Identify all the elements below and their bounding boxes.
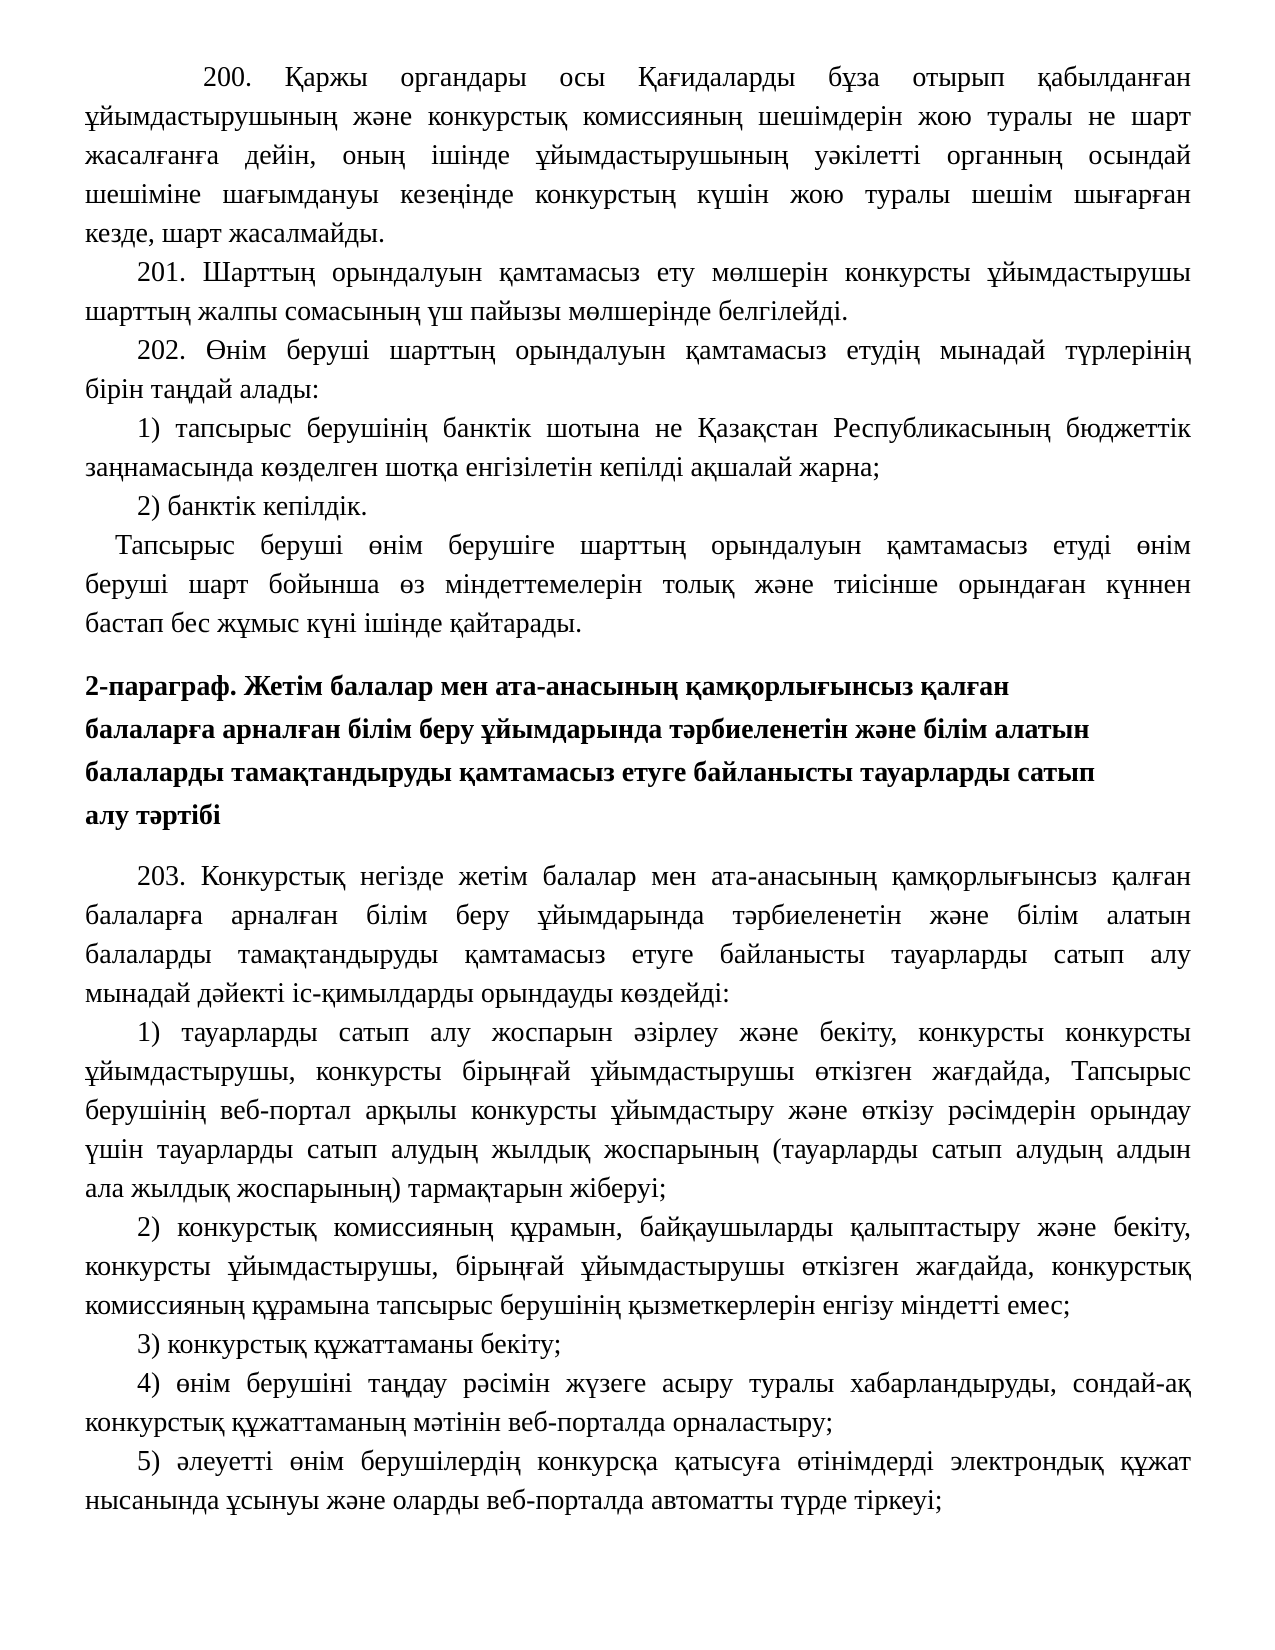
text-line: 3) конкурстық құжаттаманы бекіту; [137, 1329, 562, 1360]
paragraph-202 [85, 331, 1191, 409]
text-line: комиссияның құрамына тапсырыс берушінің қызметкерлерін енгізу міндетті емес; [85, 1290, 1071, 1321]
list-item-203-2 [85, 1208, 1191, 1325]
list-item-203-3 [85, 1325, 1191, 1364]
heading-line: 2-параграф. Жетім балалар мен ата-анасының қамқорлығынсыз қалған [85, 671, 1010, 702]
text-line: 202. Өнім беруші шарттың орындалуын қамтамасыз етудің мынадай түрлерінің [137, 335, 1191, 366]
text-line: 5) әлеуетті өнім берушілердің конкурсқа қатысуға өтінімдерді электрондық құжат [137, 1446, 1191, 1477]
text-line: балаларды тамақтандыруды қамтамасыз етуге байланысты тауарларды сатып алу [85, 939, 1191, 970]
list-item-202-2 [85, 487, 1191, 526]
text-line: 201. Шарттың орындалуын қамтамасыз ету мөлшерін конкурсты ұйымдастырушы [137, 257, 1191, 288]
paragraph-202-return-clause [85, 526, 1191, 643]
heading-line: балаларға арналған білім беру ұйымдарында тәрбиеленетін және білім алатын [85, 714, 1090, 745]
list-item-203-5 [85, 1442, 1191, 1520]
text-line: 1) тапсырыс берушінің банктік шотына не Қазақстан Республикасының бюджеттік [137, 413, 1191, 444]
text-line: шарттың жалпы сомасының үш пайызы мөлшерінде белгілейді. [85, 296, 849, 327]
text-line: ала жылдық жоспарының) тармақтарын жіберуі; [85, 1173, 667, 1204]
text-line: ұйымдастырушының және конкурстық комиссияның шешімдерін жою туралы не шарт [85, 101, 1191, 132]
text-line: 2) конкурстық комиссияның құрамын, байқаушыларды қалыптастыру және бекіту, [137, 1212, 1191, 1243]
text-line: кезде, шарт жасалмайды. [85, 218, 385, 249]
text-line: берушінің веб-портал арқылы конкурсты ұйымдастыру және өткізу рәсімдерін орындау [85, 1095, 1191, 1126]
text-line: балаларға арналған білім беру ұйымдарында тәрбиеленетін және білім алатын [85, 900, 1191, 931]
heading-line: алу тәртібі [85, 800, 221, 831]
text-line: жасалғанға дейін, оның ішінде ұйымдастырушының уәкілетті органның осындай [85, 140, 1191, 171]
list-item-202-1 [85, 409, 1191, 487]
document-content [85, 58, 1191, 1520]
list-item-203-4 [85, 1364, 1191, 1442]
heading-line: балаларды тамақтандыруды қамтамасыз етуге байланысты тауарларды сатып [85, 757, 1096, 788]
paragraph-200 [85, 58, 1191, 253]
text-line: беруші шарт бойынша өз міндеттемелерін толық және тиісінше орындаған күннен [85, 569, 1191, 600]
text-line: 200. Қаржы органдары осы Қағидаларды бұза отырып қабылданған [203, 62, 1191, 93]
text-line: заңнамасында көзделген шотқа енгізілетін кепілді ақшалай жарна; [85, 452, 881, 483]
text-line: мынадай дәйекті іс-қимылдарды орындауды көздейді: [85, 978, 730, 1009]
text-line: үшін тауарларды сатып алудың жылдық жоспарының (тауарларды сатып алудың алдын [85, 1134, 1191, 1165]
text-line: 1) тауарларды сатып алу жоспарын әзірлеу және бекіту, конкурсты конкурсты [137, 1017, 1191, 1048]
paragraph-201 [85, 253, 1191, 331]
text-line: нысанында ұсынуы және оларды веб-порталда автоматты түрде тіркеуі; [85, 1485, 943, 1516]
list-item-203-1 [85, 1013, 1191, 1208]
text-line: шешіміне шағымдануы кезеңінде конкурстың күшін жою туралы шешім шығарған [85, 179, 1191, 210]
paragraph-203 [85, 857, 1191, 1013]
text-line: 203. Конкурстық негізде жетім балалар мен ата-анасының қамқорлығынсыз қалған [137, 861, 1191, 892]
text-line: конкурстық құжаттаманың мәтінін веб-порталда орналастыру; [85, 1407, 834, 1438]
text-line: 4) өнім берушіні таңдау рәсімін жүзеге асыру туралы хабарландыруды, сондай-ақ [137, 1368, 1191, 1399]
text-line: ұйымдастырушы, конкурсты бірыңғай ұйымдастырушы өткізген жағдайда, Тапсырыс [85, 1056, 1191, 1087]
text-line: бірін таңдай алады: [85, 374, 320, 405]
text-line: 2) банктік кепілдік. [137, 491, 368, 522]
text-line: Тапсырыс беруші өнім берушіге шарттың орындалуын қамтамасыз етуді өнім [115, 530, 1191, 561]
text-line: конкурсты ұйымдастырушы, бірыңғай ұйымдастырушы өткізген жағдайда, конкурстық [85, 1251, 1191, 1282]
section-heading-paragraph-2 [85, 665, 1191, 837]
text-line: бастап бес жұмыс күні ішінде қайтарады. [85, 608, 583, 639]
